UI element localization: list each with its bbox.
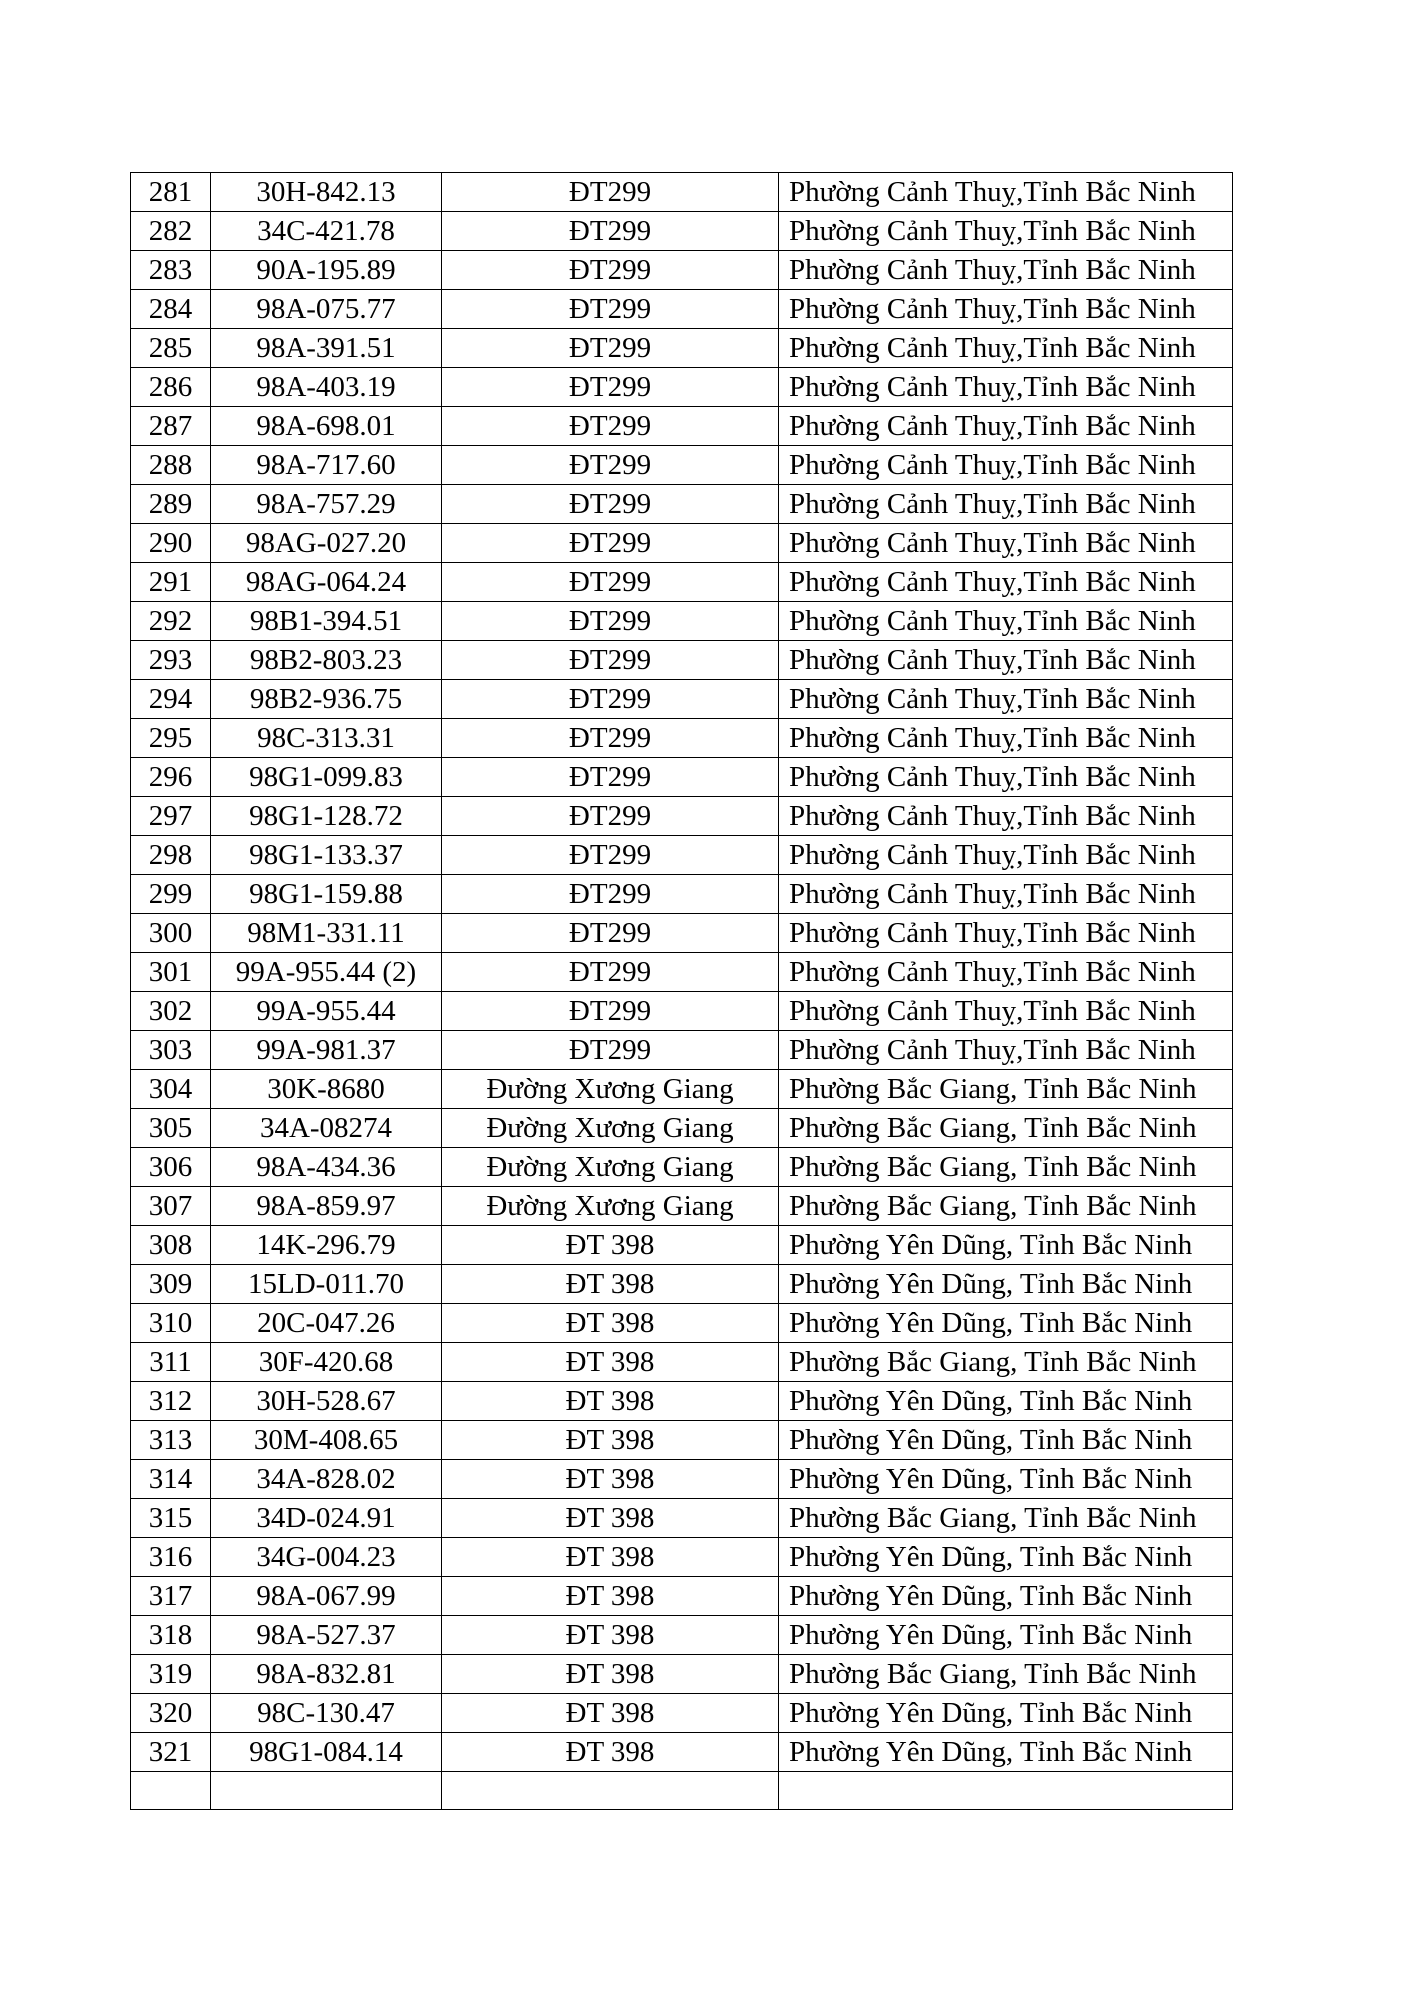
cell-road: ĐT 398 [442, 1499, 779, 1538]
cell-plate: 98A-832.81 [211, 1655, 442, 1694]
cell-area [779, 1772, 1233, 1810]
cell-area: Phường Cảnh Thuỵ,Tỉnh Bắc Ninh [779, 407, 1233, 446]
cell-road: ĐT299 [442, 836, 779, 875]
table-row [131, 875, 1233, 914]
cell-area: Phường Cảnh Thuỵ,Tỉnh Bắc Ninh [779, 758, 1233, 797]
cell-plate: 30M-408.65 [211, 1421, 442, 1460]
cell-road: Đường Xương Giang [442, 1148, 779, 1187]
table-row [131, 290, 1233, 329]
cell-stt: 299 [131, 875, 211, 914]
cell-plate: 98AG-064.24 [211, 563, 442, 602]
cell-stt: 288 [131, 446, 211, 485]
cell-area: Phường Bắc Giang, Tỉnh Bắc Ninh [779, 1343, 1233, 1382]
table-row [131, 1577, 1233, 1616]
table-row [131, 602, 1233, 641]
cell-area: Phường Cảnh Thuỵ,Tỉnh Bắc Ninh [779, 836, 1233, 875]
cell-stt: 311 [131, 1343, 211, 1382]
cell-stt: 294 [131, 680, 211, 719]
cell-stt: 309 [131, 1265, 211, 1304]
cell-plate: 98A-075.77 [211, 290, 442, 329]
cell-stt: 316 [131, 1538, 211, 1577]
cell-plate: 99A-981.37 [211, 1031, 442, 1070]
cell-area: Phường Cảnh Thuỵ,Tỉnh Bắc Ninh [779, 992, 1233, 1031]
cell-area: Phường Yên Dũng, Tỉnh Bắc Ninh [779, 1694, 1233, 1733]
violation-table [130, 172, 1233, 1810]
cell-plate: 98G1-133.37 [211, 836, 442, 875]
cell-road: ĐT 398 [442, 1421, 779, 1460]
cell-stt: 283 [131, 251, 211, 290]
cell-stt: 282 [131, 212, 211, 251]
cell-stt: 318 [131, 1616, 211, 1655]
cell-plate: 98A-698.01 [211, 407, 442, 446]
cell-area: Phường Yên Dũng, Tỉnh Bắc Ninh [779, 1460, 1233, 1499]
table-row [131, 1421, 1233, 1460]
cell-area: Phường Yên Dũng, Tỉnh Bắc Ninh [779, 1304, 1233, 1343]
cell-road: Đường Xương Giang [442, 1070, 779, 1109]
table-row [131, 173, 1233, 212]
cell-area: Phường Cảnh Thuỵ,Tỉnh Bắc Ninh [779, 641, 1233, 680]
cell-stt: 298 [131, 836, 211, 875]
cell-stt: 304 [131, 1070, 211, 1109]
cell-plate: 98A-527.37 [211, 1616, 442, 1655]
cell-road: Đường Xương Giang [442, 1187, 779, 1226]
cell-plate: 30H-528.67 [211, 1382, 442, 1421]
cell-stt: 301 [131, 953, 211, 992]
cell-area: Phường Cảnh Thuỵ,Tỉnh Bắc Ninh [779, 173, 1233, 212]
cell-road: ĐT299 [442, 290, 779, 329]
cell-area: Phường Bắc Giang, Tỉnh Bắc Ninh [779, 1070, 1233, 1109]
cell-road: ĐT 398 [442, 1733, 779, 1772]
cell-plate: 98G1-084.14 [211, 1733, 442, 1772]
cell-area: Phường Cảnh Thuỵ,Tỉnh Bắc Ninh [779, 446, 1233, 485]
cell-area: Phường Cảnh Thuỵ,Tỉnh Bắc Ninh [779, 524, 1233, 563]
cell-area: Phường Bắc Giang, Tỉnh Bắc Ninh [779, 1499, 1233, 1538]
cell-plate: 98AG-027.20 [211, 524, 442, 563]
table-row [131, 836, 1233, 875]
cell-plate: 15LD-011.70 [211, 1265, 442, 1304]
cell-stt: 307 [131, 1187, 211, 1226]
cell-road: ĐT299 [442, 251, 779, 290]
cell-area: Phường Cảnh Thuỵ,Tỉnh Bắc Ninh [779, 563, 1233, 602]
cell-road: ĐT 398 [442, 1265, 779, 1304]
cell-stt: 292 [131, 602, 211, 641]
cell-area: Phường Cảnh Thuỵ,Tỉnh Bắc Ninh [779, 797, 1233, 836]
cell-plate: 98A-434.36 [211, 1148, 442, 1187]
cell-plate: 98A-067.99 [211, 1577, 442, 1616]
table-body [131, 173, 1233, 1810]
cell-stt: 296 [131, 758, 211, 797]
table-row [131, 680, 1233, 719]
cell-road: ĐT299 [442, 212, 779, 251]
cell-area: Phường Yên Dũng, Tỉnh Bắc Ninh [779, 1226, 1233, 1265]
cell-area: Phường Yên Dũng, Tỉnh Bắc Ninh [779, 1577, 1233, 1616]
cell-road: ĐT299 [442, 1031, 779, 1070]
table-row [131, 1304, 1233, 1343]
cell-stt: 300 [131, 914, 211, 953]
table-row [131, 1772, 1233, 1810]
cell-plate: 14K-296.79 [211, 1226, 442, 1265]
cell-road: ĐT299 [442, 758, 779, 797]
table-row [131, 368, 1233, 407]
cell-plate: 98C-313.31 [211, 719, 442, 758]
cell-road: ĐT 398 [442, 1460, 779, 1499]
cell-area: Phường Cảnh Thuỵ,Tỉnh Bắc Ninh [779, 290, 1233, 329]
cell-plate: 34D-024.91 [211, 1499, 442, 1538]
cell-road: ĐT 398 [442, 1616, 779, 1655]
cell-road: ĐT299 [442, 992, 779, 1031]
cell-plate: 99A-955.44 [211, 992, 442, 1031]
cell-plate: 30K-8680 [211, 1070, 442, 1109]
cell-road: ĐT299 [442, 485, 779, 524]
cell-area: Phường Yên Dũng, Tỉnh Bắc Ninh [779, 1538, 1233, 1577]
table-row [131, 1187, 1233, 1226]
cell-road: ĐT299 [442, 641, 779, 680]
table-row [131, 1109, 1233, 1148]
table-row [131, 407, 1233, 446]
cell-area: Phường Bắc Giang, Tỉnh Bắc Ninh [779, 1148, 1233, 1187]
cell-stt: 305 [131, 1109, 211, 1148]
table-row [131, 1460, 1233, 1499]
cell-road: ĐT 398 [442, 1226, 779, 1265]
cell-plate: 30F-420.68 [211, 1343, 442, 1382]
table-row [131, 329, 1233, 368]
cell-road: ĐT 398 [442, 1304, 779, 1343]
cell-road: ĐT299 [442, 368, 779, 407]
cell-area: Phường Bắc Giang, Tỉnh Bắc Ninh [779, 1187, 1233, 1226]
table-row [131, 524, 1233, 563]
cell-plate: 98G1-099.83 [211, 758, 442, 797]
table-row [131, 758, 1233, 797]
table-row [131, 1499, 1233, 1538]
cell-stt: 303 [131, 1031, 211, 1070]
cell-area: Phường Cảnh Thuỵ,Tỉnh Bắc Ninh [779, 251, 1233, 290]
cell-area: Phường Cảnh Thuỵ,Tỉnh Bắc Ninh [779, 485, 1233, 524]
table-row [131, 1733, 1233, 1772]
cell-stt: 293 [131, 641, 211, 680]
cell-stt: 285 [131, 329, 211, 368]
table-row [131, 563, 1233, 602]
cell-plate: 98A-403.19 [211, 368, 442, 407]
table-row [131, 446, 1233, 485]
cell-stt: 284 [131, 290, 211, 329]
cell-road: ĐT299 [442, 563, 779, 602]
cell-road: ĐT299 [442, 875, 779, 914]
cell-area: Phường Cảnh Thuỵ,Tỉnh Bắc Ninh [779, 719, 1233, 758]
cell-stt: 297 [131, 797, 211, 836]
table-row [131, 1148, 1233, 1187]
cell-plate: 98G1-128.72 [211, 797, 442, 836]
cell-plate [211, 1772, 442, 1810]
table-row [131, 953, 1233, 992]
cell-road: ĐT299 [442, 680, 779, 719]
table-row [131, 914, 1233, 953]
cell-plate: 34A-828.02 [211, 1460, 442, 1499]
cell-stt [131, 1772, 211, 1810]
table-row [131, 992, 1233, 1031]
cell-plate: 98B2-803.23 [211, 641, 442, 680]
table-row [131, 1265, 1233, 1304]
table-row [131, 212, 1233, 251]
cell-stt: 290 [131, 524, 211, 563]
cell-road: ĐT 398 [442, 1694, 779, 1733]
cell-stt: 306 [131, 1148, 211, 1187]
cell-stt: 308 [131, 1226, 211, 1265]
cell-area: Phường Yên Dũng, Tỉnh Bắc Ninh [779, 1265, 1233, 1304]
cell-area: Phường Yên Dũng, Tỉnh Bắc Ninh [779, 1421, 1233, 1460]
cell-road [442, 1772, 779, 1810]
cell-plate: 98B1-394.51 [211, 602, 442, 641]
cell-area: Phường Cảnh Thuỵ,Tỉnh Bắc Ninh [779, 329, 1233, 368]
table-row [131, 797, 1233, 836]
cell-stt: 302 [131, 992, 211, 1031]
cell-stt: 321 [131, 1733, 211, 1772]
cell-stt: 315 [131, 1499, 211, 1538]
cell-plate: 98B2-936.75 [211, 680, 442, 719]
cell-road: Đường Xương Giang [442, 1109, 779, 1148]
cell-road: ĐT 398 [442, 1538, 779, 1577]
cell-stt: 286 [131, 368, 211, 407]
cell-road: ĐT299 [442, 719, 779, 758]
table-row [131, 1226, 1233, 1265]
cell-area: Phường Cảnh Thuỵ,Tỉnh Bắc Ninh [779, 368, 1233, 407]
cell-road: ĐT299 [442, 914, 779, 953]
cell-stt: 314 [131, 1460, 211, 1499]
cell-road: ĐT299 [442, 329, 779, 368]
cell-stt: 312 [131, 1382, 211, 1421]
cell-road: ĐT299 [442, 524, 779, 563]
table-row [131, 1031, 1233, 1070]
cell-road: ĐT299 [442, 602, 779, 641]
cell-plate: 99A-955.44 (2) [211, 953, 442, 992]
cell-plate: 98A-717.60 [211, 446, 442, 485]
cell-plate: 34G-004.23 [211, 1538, 442, 1577]
cell-area: Phường Yên Dũng, Tỉnh Bắc Ninh [779, 1382, 1233, 1421]
cell-road: ĐT299 [442, 953, 779, 992]
cell-area: Phường Cảnh Thuỵ,Tỉnh Bắc Ninh [779, 212, 1233, 251]
cell-road: ĐT 398 [442, 1382, 779, 1421]
table-row [131, 1070, 1233, 1109]
cell-plate: 98A-757.29 [211, 485, 442, 524]
document-page [130, 172, 1232, 1810]
cell-stt: 320 [131, 1694, 211, 1733]
cell-road: ĐT299 [442, 173, 779, 212]
cell-area: Phường Cảnh Thuỵ,Tỉnh Bắc Ninh [779, 914, 1233, 953]
cell-plate: 34C-421.78 [211, 212, 442, 251]
cell-plate: 34A-08274 [211, 1109, 442, 1148]
cell-stt: 319 [131, 1655, 211, 1694]
table-row [131, 1538, 1233, 1577]
table-row [131, 1343, 1233, 1382]
cell-road: ĐT299 [442, 797, 779, 836]
cell-stt: 287 [131, 407, 211, 446]
table-row [131, 485, 1233, 524]
table-row [131, 641, 1233, 680]
cell-stt: 289 [131, 485, 211, 524]
table-row [131, 1655, 1233, 1694]
cell-stt: 317 [131, 1577, 211, 1616]
cell-stt: 291 [131, 563, 211, 602]
cell-area: Phường Cảnh Thuỵ,Tỉnh Bắc Ninh [779, 680, 1233, 719]
cell-plate: 90A-195.89 [211, 251, 442, 290]
cell-area: Phường Bắc Giang, Tỉnh Bắc Ninh [779, 1655, 1233, 1694]
table-row [131, 1694, 1233, 1733]
cell-area: Phường Yên Dũng, Tỉnh Bắc Ninh [779, 1733, 1233, 1772]
cell-plate: 98C-130.47 [211, 1694, 442, 1733]
cell-plate: 98A-391.51 [211, 329, 442, 368]
cell-plate: 30H-842.13 [211, 173, 442, 212]
table-row [131, 1616, 1233, 1655]
cell-area: Phường Cảnh Thuỵ,Tỉnh Bắc Ninh [779, 602, 1233, 641]
cell-stt: 310 [131, 1304, 211, 1343]
cell-road: ĐT299 [442, 446, 779, 485]
cell-road: ĐT299 [442, 407, 779, 446]
cell-area: Phường Yên Dũng, Tỉnh Bắc Ninh [779, 1616, 1233, 1655]
cell-plate: 98G1-159.88 [211, 875, 442, 914]
cell-stt: 295 [131, 719, 211, 758]
cell-road: ĐT 398 [442, 1577, 779, 1616]
cell-road: ĐT 398 [442, 1343, 779, 1382]
cell-plate: 98A-859.97 [211, 1187, 442, 1226]
cell-area: Phường Bắc Giang, Tỉnh Bắc Ninh [779, 1109, 1233, 1148]
cell-stt: 313 [131, 1421, 211, 1460]
table-row [131, 719, 1233, 758]
cell-road: ĐT 398 [442, 1655, 779, 1694]
cell-stt: 281 [131, 173, 211, 212]
cell-area: Phường Cảnh Thuỵ,Tỉnh Bắc Ninh [779, 875, 1233, 914]
cell-area: Phường Cảnh Thuỵ,Tỉnh Bắc Ninh [779, 1031, 1233, 1070]
table-row [131, 251, 1233, 290]
cell-area: Phường Cảnh Thuỵ,Tỉnh Bắc Ninh [779, 953, 1233, 992]
cell-plate: 20C-047.26 [211, 1304, 442, 1343]
cell-plate: 98M1-331.11 [211, 914, 442, 953]
table-row [131, 1382, 1233, 1421]
